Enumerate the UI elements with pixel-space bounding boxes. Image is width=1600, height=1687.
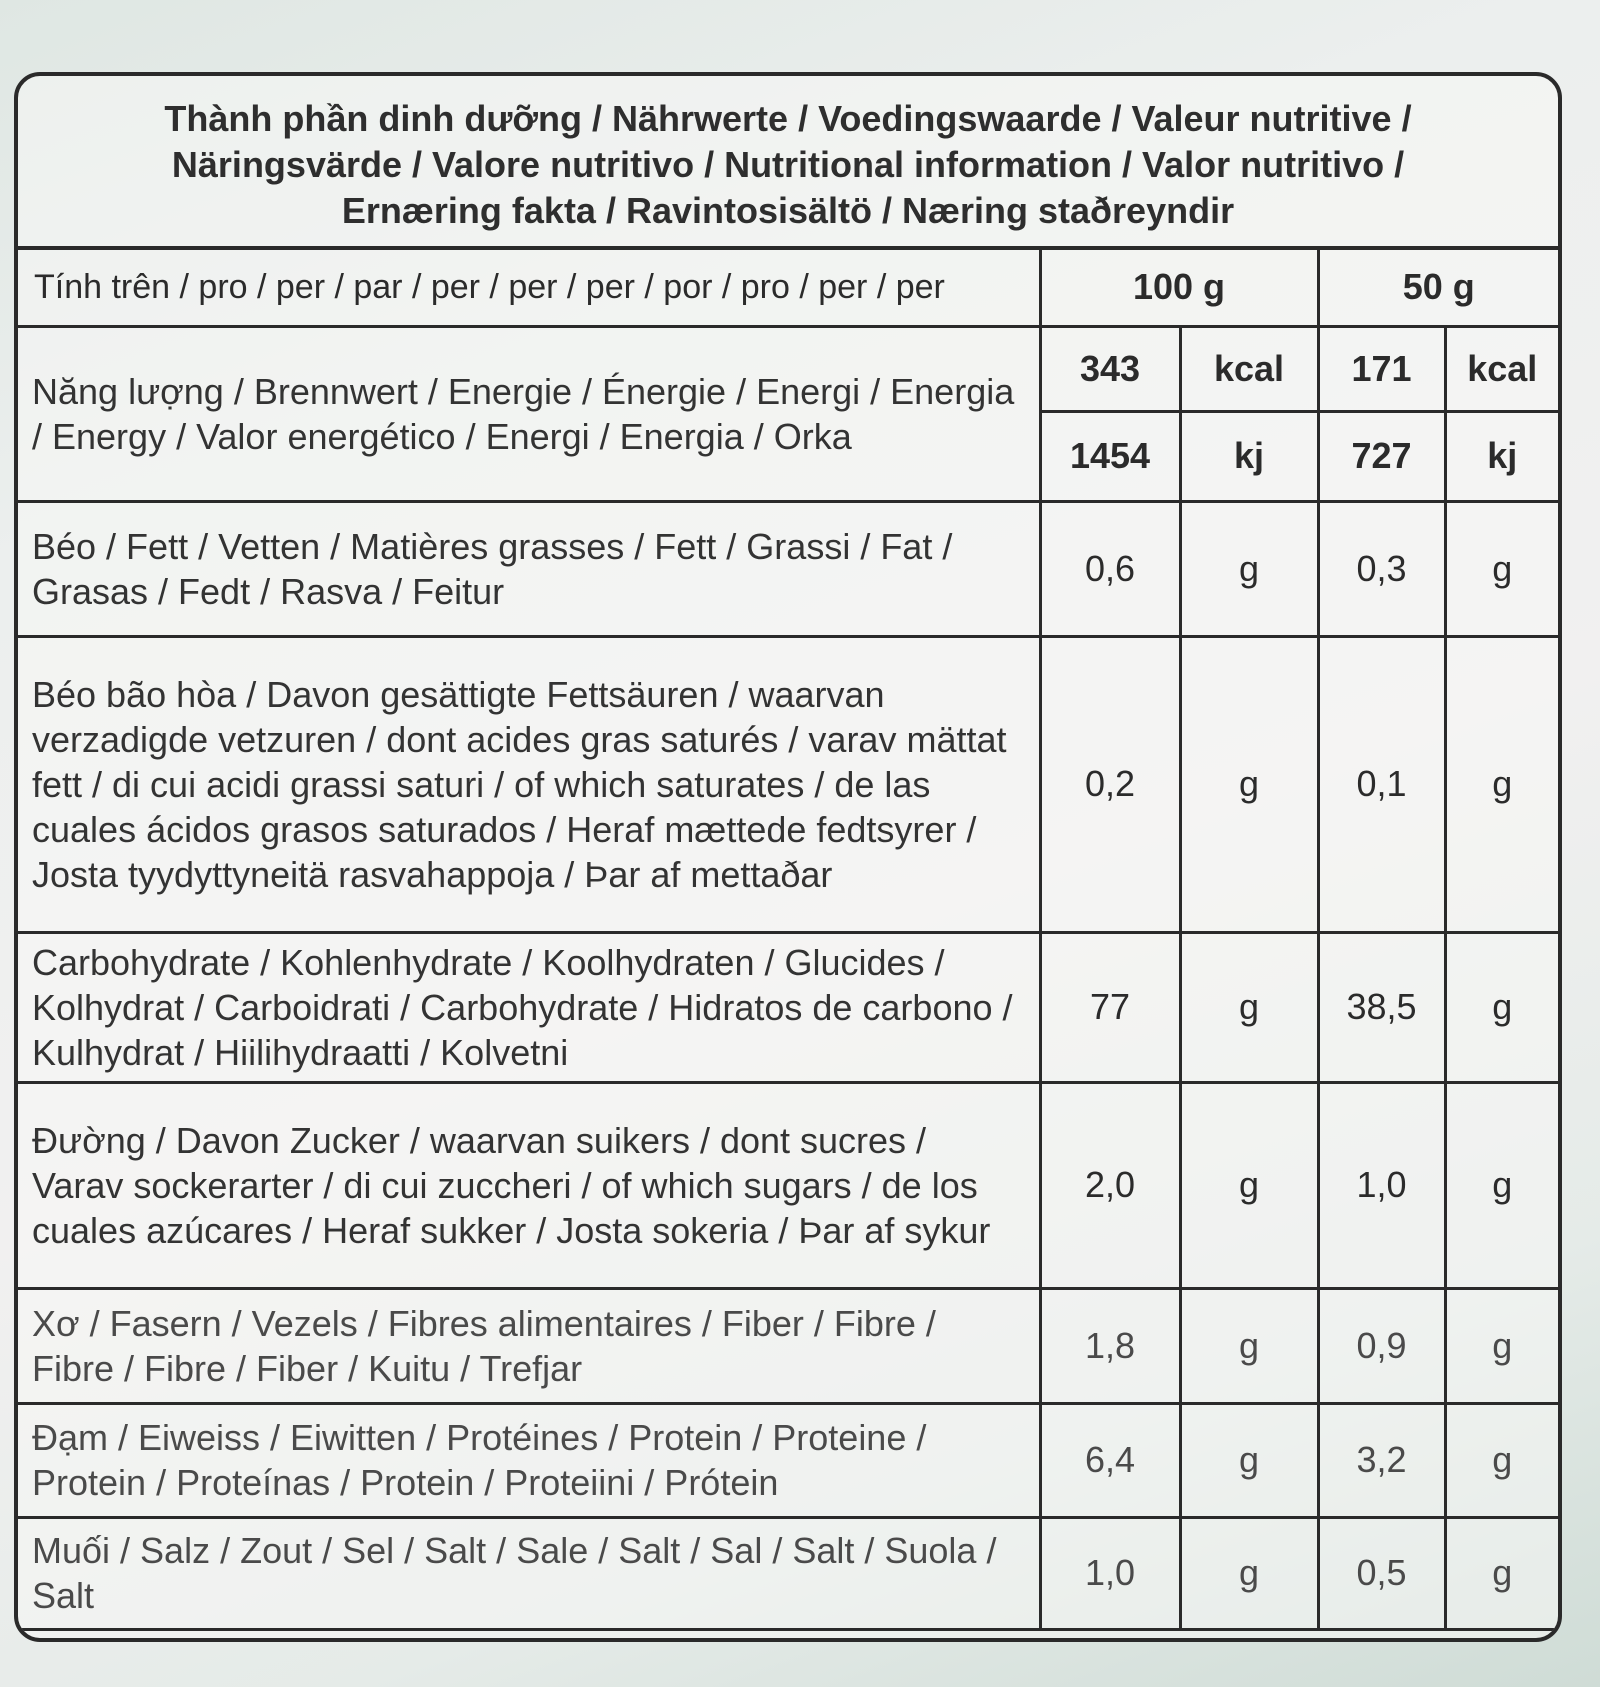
nutrient-label: Đạm / Eiweiss / Eiwitten / Protéines / Protein / Proteine / Protein / Proteínas / Protein / Proteiini / Prótein [18,1403,1040,1517]
nutrient-unit-100: g [1180,1403,1318,1517]
nutrient-row-sugars [18,1082,1558,1288]
nutrient-unit-50: g [1445,636,1558,932]
title-line-3: Ernæring fakta / Ravintosisältö / Næring staðreyndir [341,190,1235,231]
energy-kcal-50: 171 [1318,326,1445,411]
nutrient-unit-50: g [1445,932,1558,1082]
nutrient-row-protein [18,1403,1558,1517]
energy-row-kcal [18,326,1558,411]
nutrient-value-100: 0,2 [1040,636,1180,932]
nutrient-unit-50: g [1445,1403,1558,1517]
nutrient-unit-100: g [1180,1517,1318,1629]
energy-kcal-100: 343 [1040,326,1180,411]
nutrient-value-100: 77 [1040,932,1180,1082]
energy-kcal-unit-100: kcal [1180,326,1318,411]
energy-kj-50: 727 [1318,411,1445,501]
nutrient-value-50: 1,0 [1318,1082,1445,1288]
nutrient-value-50: 38,5 [1318,932,1445,1082]
nutrient-value-100: 6,4 [1040,1403,1180,1517]
nutrient-unit-50: g [1445,1517,1558,1629]
title-line-1: Thành phần dinh dưỡng / Nährwerte / Voedingswaarde / Valeur nutritive / [164,98,1412,139]
amount-50g: 50 g [1318,248,1558,326]
nutrition-label [14,72,1562,1642]
energy-kj-unit-50: kj [1445,411,1558,501]
nutrient-unit-100: g [1180,1082,1318,1288]
header-row [18,248,1558,326]
nutrition-table [18,246,1558,1631]
nutrient-value-50: 0,9 [1318,1288,1445,1403]
nutrient-row-fibre [18,1288,1558,1403]
nutrient-value-100: 1,0 [1040,1517,1180,1629]
nutrient-unit-100: g [1180,636,1318,932]
nutrient-label: Muối / Salz / Zout / Sel / Salt / Sale / Salt / Sal / Salt / Suola / Salt [18,1517,1040,1629]
energy-label: Năng lượng / Brennwert / Energie / Énergie / Energi / Energia / Energy / Valor energético / Energi / Energia / Orka [18,326,1040,501]
title-line-2: Näringsvärde / Valore nutritivo / Nutritional information / Valor nutritivo / [171,144,1405,185]
nutrient-unit-50: g [1445,1082,1558,1288]
nutrient-value-100: 0,6 [1040,501,1180,636]
nutrient-value-50: 0,3 [1318,501,1445,636]
nutrient-unit-50: g [1445,501,1558,636]
nutrient-unit-100: g [1180,932,1318,1082]
energy-kj-100: 1454 [1040,411,1180,501]
nutrient-value-50: 3,2 [1318,1403,1445,1517]
energy-kj-unit-100: kj [1180,411,1318,501]
nutrient-value-100: 2,0 [1040,1082,1180,1288]
nutrient-row-fat [18,501,1558,636]
nutrient-row-saturates [18,636,1558,932]
nutrition-title [18,76,1558,246]
nutrient-row-salt [18,1517,1558,1629]
per-label: Tính trên / pro / per / par / per / per / per / por / pro / per / per [18,248,1040,326]
energy-kcal-unit-50: kcal [1445,326,1558,411]
nutrient-unit-100: g [1180,1288,1318,1403]
nutrient-label: Béo bão hòa / Davon gesättigte Fettsäuren / waarvan verzadigde vetzuren / dont acides gras saturés / varav mättat fett / di cui acidi grassi saturi / of which saturates / de las cuales ácidos grasos saturados / Heraf mættede fedtsyrer / Josta tyydyttyneitä rasvahappoja / Þar af mettaðar [18,636,1040,932]
nutrient-value-100: 1,8 [1040,1288,1180,1403]
nutrient-label: Xơ / Fasern / Vezels / Fibres alimentaires / Fiber / Fibre / Fibre / Fibre / Fiber / Kuitu / Trefjar [18,1288,1040,1403]
nutrient-unit-50: g [1445,1288,1558,1403]
nutrient-label: Đường / Davon Zucker / waarvan suikers / dont sucres / Varav sockerarter / di cui zuccheri / of which sugars / de los cuales azúcares / Heraf sukker / Josta sokeria / Þar af sykur [18,1082,1040,1288]
nutrient-unit-100: g [1180,501,1318,636]
nutrient-row-carbohydrate [18,932,1558,1082]
nutrient-value-50: 0,1 [1318,636,1445,932]
nutrient-label: Béo / Fett / Vetten / Matières grasses / Fett / Grassi / Fat / Grasas / Fedt / Rasva / Feitur [18,501,1040,636]
nutrient-label: Carbohydrate / Kohlenhydrate / Koolhydraten / Glucides / Kolhydrat / Carboidrati / Carbohydrate / Hidratos de carbono / Kulhydrat / Hiilihydraatti / Kolvetni [18,932,1040,1082]
amount-100g: 100 g [1040,248,1318,326]
nutrient-value-50: 0,5 [1318,1517,1445,1629]
